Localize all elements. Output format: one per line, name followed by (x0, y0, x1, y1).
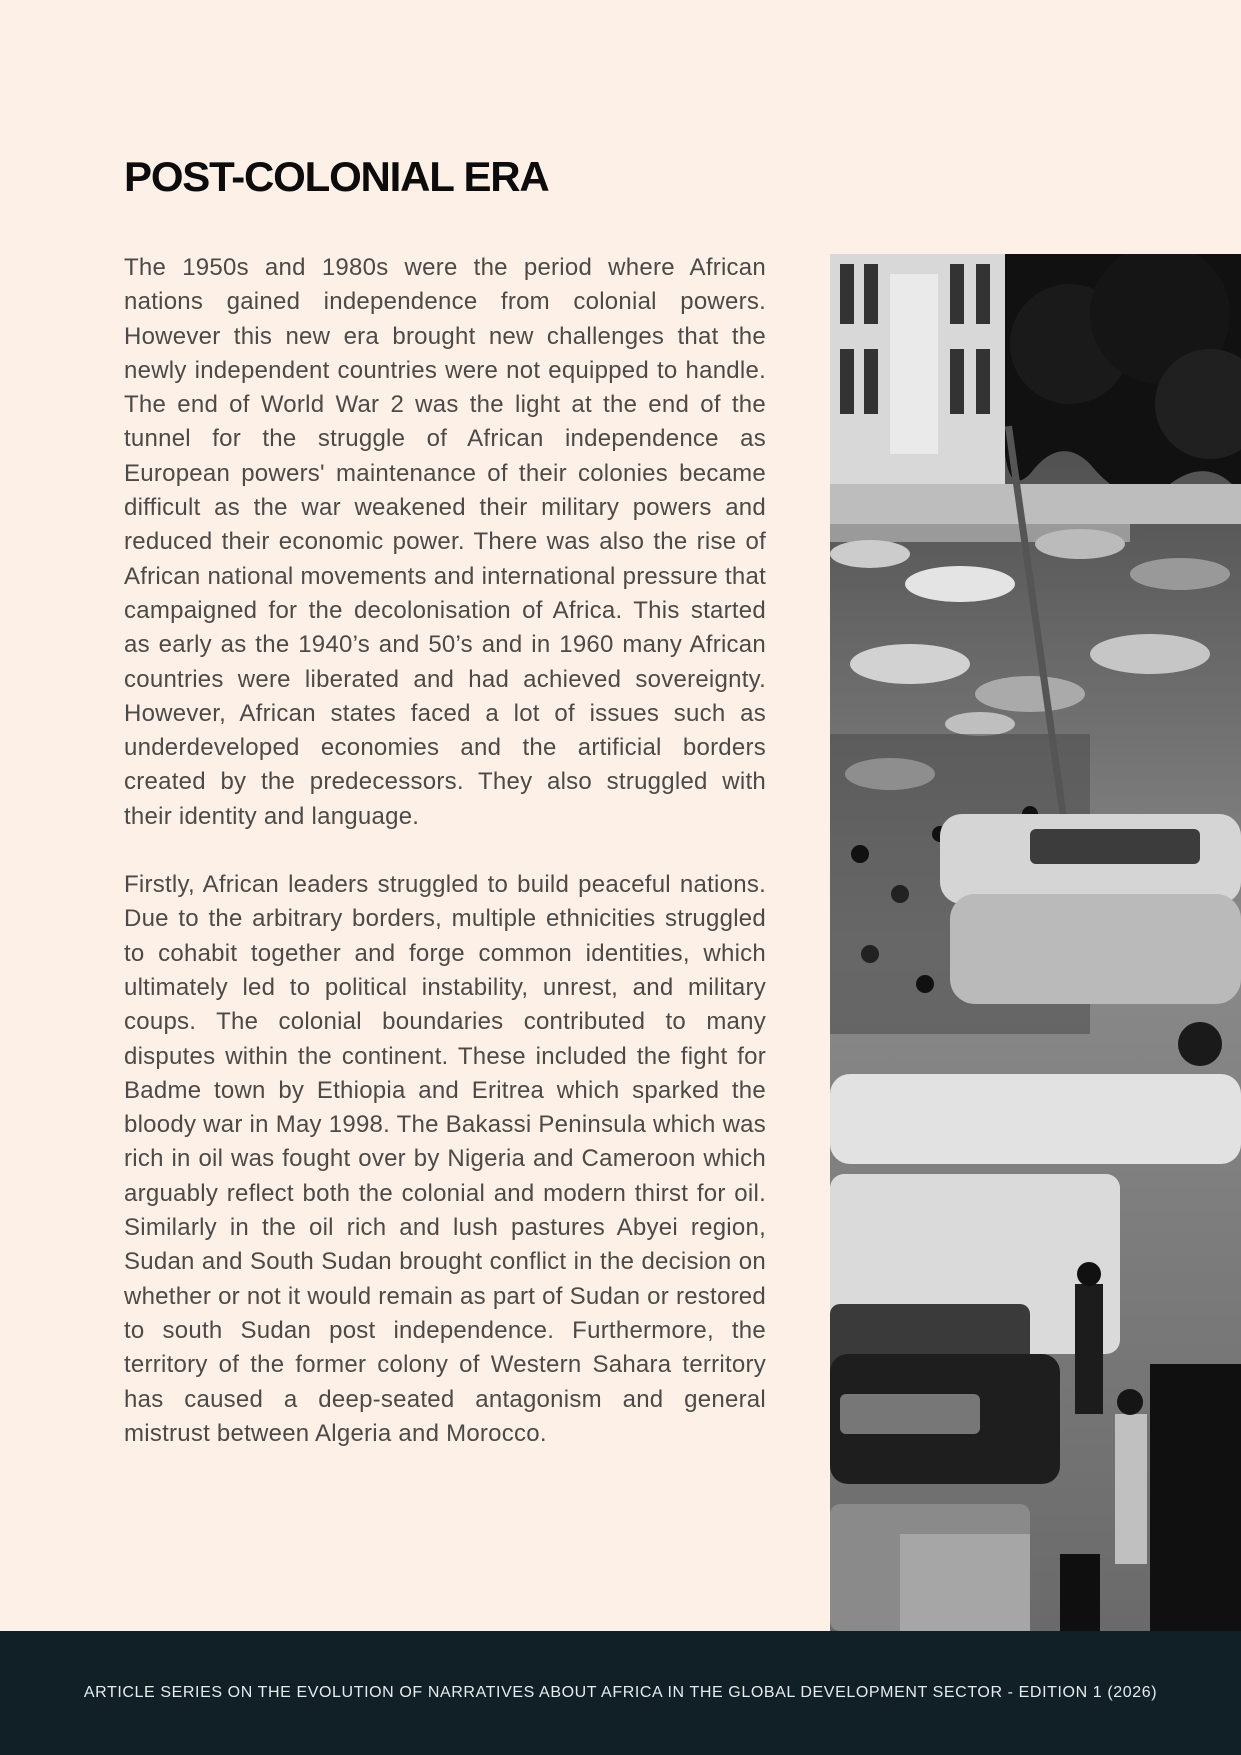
footer-series-text: ARTICLE SERIES ON THE EVOLUTION OF NARRATIVES ABOUT AFRICA IN THE GLOBAL DEVELOPMENT SECTOR - EDITION 1 (2026) (83, 1684, 1158, 1701)
article-body (124, 251, 766, 1485)
paragraph-border-conflicts: Firstly, African leaders struggled to build peaceful nations. Due to the arbitrary borders, multiple ethnicities struggled to cohabit together and forge common identities, which ultimately led to political instability, unrest, and military coups. The colonial boundaries contributed to many disputes within the continent. These included the fight for Badme town by Ethiopia and Eritrea which sparked the bloody war in May 1998. The Bakassi Peninsula which was rich in oil was fought over by Nigeria and Cameroon which arguably reflect both the colonial and modern thirst for oil. Similarly in the oil rich and lush pastures Abyei region, Sudan and South Sudan brought conflict in the decision on whether or not it would remain as part of Sudan or restored to south Sudan post independence. Furthermore, the territory of the former colony of Western Sahara territory has caused a deep-seated antagonism and general mistrust between Algeria and Morocco. (124, 871, 766, 1447)
market-street-illustration (830, 254, 1241, 1631)
page-title: POST-COLONIAL ERA (124, 153, 549, 200)
paragraph-independence: The 1950s and 1980s were the period where African nations gained independence from colonial powers. However this new era brought new challenges that the newly independent countries were not equipped to handle. The end of World War 2 was the light at the end of the tunnel for the struggle of African independence as European powers' maintenance of their colonies became difficult as the war weakened their military powers and reduced their economic power. There was also the rise of African national movements and international pressure that campaigned for the decolonisation of Africa. This started as early as the 1940’s and 50’s and in 1960 many African countries were liberated and had achieved sovereignty. However, African states faced a lot of issues such as underdeveloped economies and the artificial borders created by the predecessors. They also struggled with their identity and language. (124, 254, 766, 830)
market-street-photo (830, 254, 1241, 1631)
footer (0, 1631, 1241, 1755)
